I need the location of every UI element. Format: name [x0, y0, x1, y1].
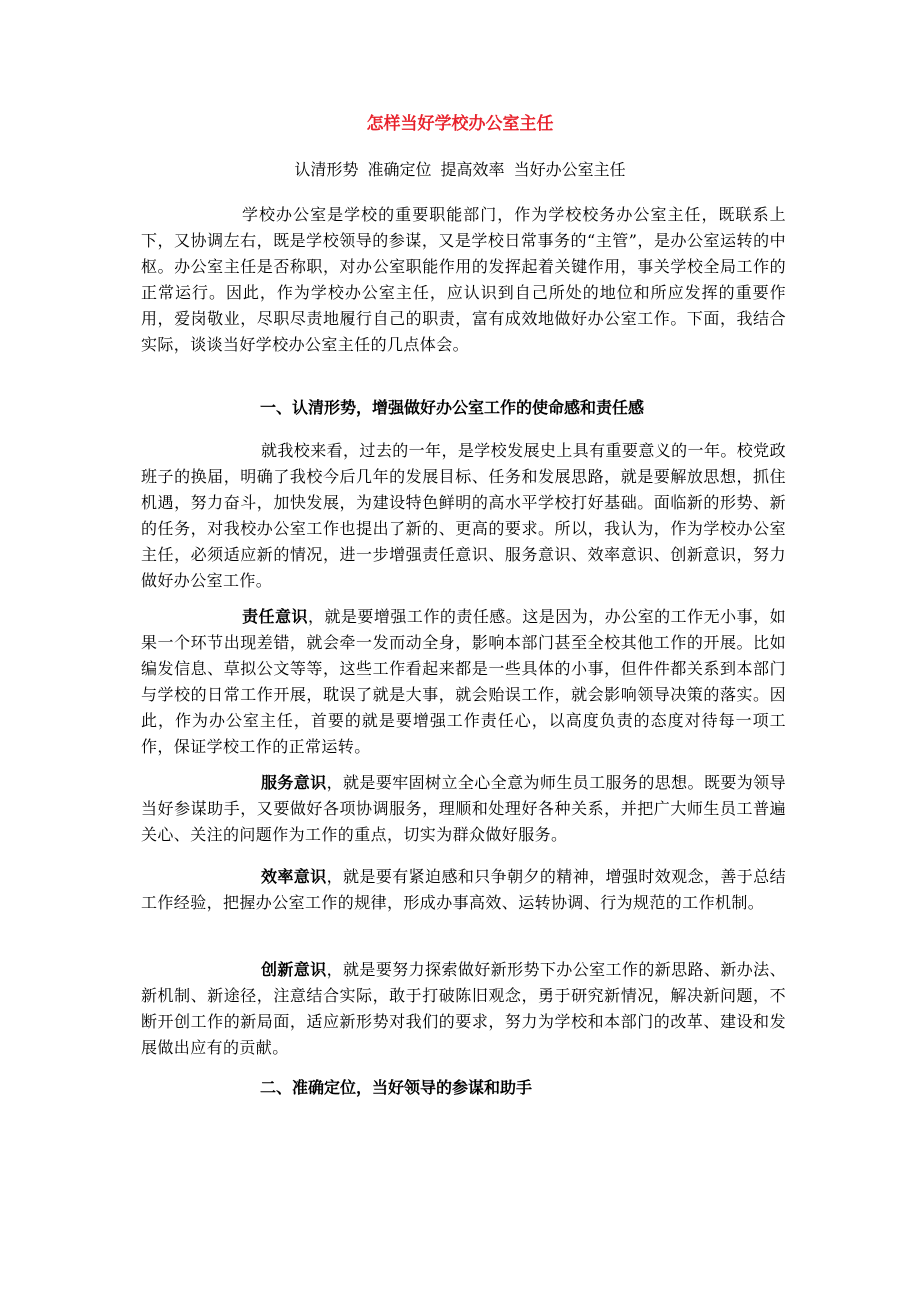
intro-paragraph: 学校办公室是学校的重要职能部门，作为学校校务办公室主任，既联系上下，又协调左右，既是学校领导的参谋，又是学校日常事务的“主管”，是办公室运转的中枢。办公室主任是否称职，对办公室职能作用的发挥起着关键作用，事关学校全局工作的正常运行。因此，作为学校办公室主任，应认识到自己所处的地位和所应发挥的重要作用，爱岗敬业，尽职尽责地履行自己的职责，富有成效地做好办公室工作。下面，我结合实际，谈谈当好学校办公室主任的几点体会。 — [141, 205, 786, 354]
efficiency-text: ，就是要有紧迫感和只争朝夕的精神，增强时效观念，善于总结工作经验，把握办公室工作的规律，形成办事高效、运转协调、行为规范的工作机制。 — [141, 867, 786, 912]
section-2-heading: 二、准确定位，当好领导的参谋和助手 — [260, 1078, 533, 1097]
responsibility-term: 责任意识 — [242, 607, 308, 626]
responsibility-paragraph — [141, 604, 786, 760]
efficiency-term: 效率意识 — [261, 867, 327, 886]
innovation-text: ，就是要努力探索做好新形势下办公室工作的新思路、新办法、新机制、新途径，注意结合实际，敢于打破陈旧观念，勇于研究新情况，解决新问题，不断开创工作的新局面，适应新形势对我们的要求，努力为学校和本部门的改革、建设和发展做出应有的贡献。 — [141, 960, 786, 1057]
innovation-term: 创新意识 — [261, 960, 327, 979]
service-text: ，就是要牢固树立全心全意为师生员工服务的思想。既要为领导当好参谋助手，又要做好各项协调服务，理顺和处理好各种关系，并把广大师生员工普遍关心、关注的问题作为工作的重点，切实为群众做好服务。 — [141, 773, 786, 844]
document-title: 怎样当好学校办公室主任 — [366, 114, 554, 134]
innovation-paragraph — [141, 957, 786, 1061]
service-paragraph — [141, 770, 786, 848]
document-subtitle: 认清形势 准确定位 提高效率 当好办公室主任 — [294, 160, 626, 179]
section-1-heading: 一、认清形势，增强做好办公室工作的使命感和责任感 — [260, 398, 645, 417]
responsibility-text: ，就是要增强工作的责任感。这是因为，办公室的工作无小事，如果一个环节出现差错，就会牵一发而动全身，影响本部门甚至全校其他工作的开展。比如编发信息、草拟公文等等，这些工作看起来都是一些具体的小事，但件件都关系到本部门与学校的日常工作开展，耽误了就是大事，就会贻误工作，就会影响领导决策的落实。因此，作为办公室主任，首要的就是要增强工作责任心，以高度负责的态度对待每一项工作，保证学校工作的正常运转。 — [141, 607, 786, 756]
efficiency-paragraph — [141, 864, 786, 916]
service-term: 服务意识 — [261, 773, 327, 792]
section-1-paragraph: 就我校来看，过去的一年，是学校发展史上具有重要意义的一年。校党政班子的换届，明确了我校今后几年的发展目标、任务和发展思路，就是要解放思想，抓住机遇，努力奋斗，加快发展，为建设特色鲜明的高水平学校打好基础。面临新的形势、新的任务，对我校办公室工作也提出了新的、更高的要求。所以，我认为，作为学校办公室主任，必须适应新的情况，进一步增强责任意识、服务意识、效率意识、创新意识，努力做好办公室工作。 — [141, 441, 786, 590]
